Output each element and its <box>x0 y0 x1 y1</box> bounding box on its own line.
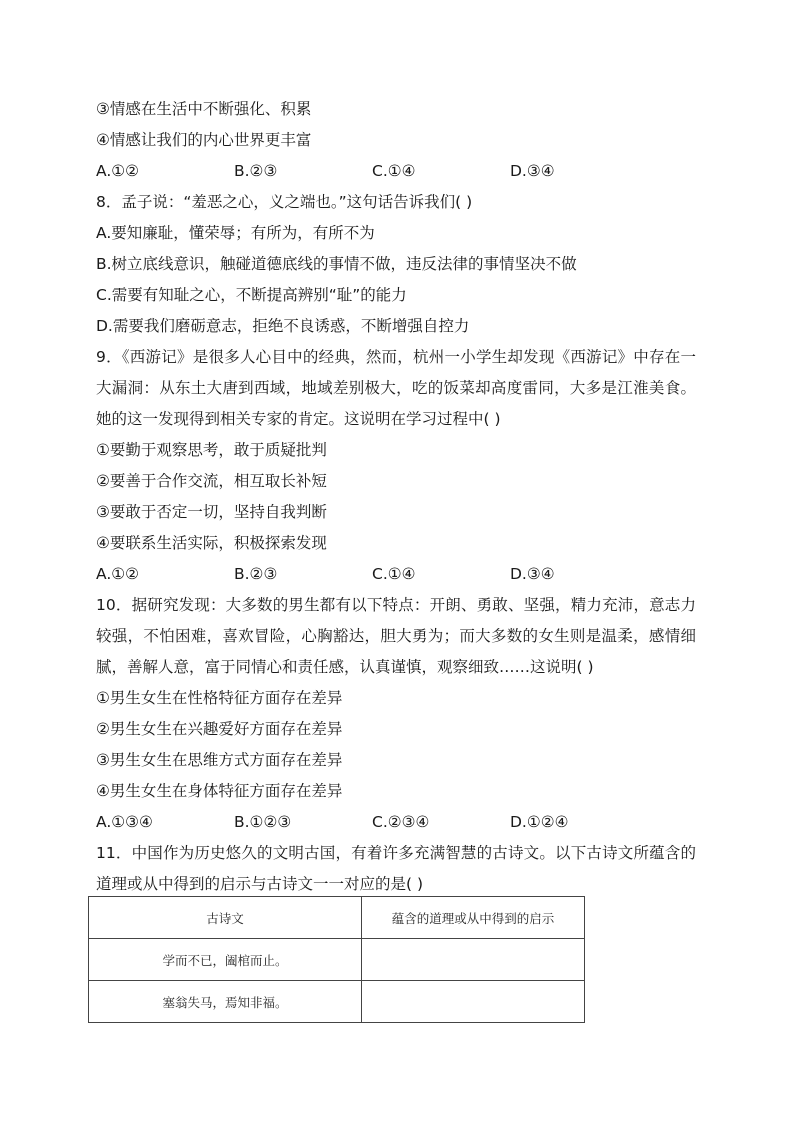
q10-item-2: ②男生女生在兴趣爱好方面存在差异 <box>96 720 343 738</box>
q7-choices <box>96 156 696 187</box>
q8-option-c: C.需要有知耻之心，不断提高辨别“耻”的能力 <box>96 286 407 304</box>
q11-table <box>88 896 585 1023</box>
q8-option-b: B.树立底线意识，触碰道德底线的事情不做，违反法律的事情坚决不做 <box>96 255 577 273</box>
choice-a: A.①② <box>96 565 140 583</box>
choice-b: B.②③ <box>234 565 278 583</box>
choice-d: D.③④ <box>510 565 555 583</box>
meaning-cell[interactable] <box>362 981 585 1023</box>
table-row <box>89 939 585 981</box>
q10-stem: 10．据研究发现：大多数的男生都有以下特点：开朗、勇敢、坚强，精力充沛，意志力较强，不怕困难，喜欢冒险，心胸豁达，胆大勇为；而大多数的女生则是温柔，感情细腻，善解人意，富于同情心和责任感，认真谨慎，观察细致……这说明( ) <box>96 596 696 676</box>
q10-item-4: ④男生女生在身体特征方面存在差异 <box>96 782 343 800</box>
table-header-row <box>89 897 585 939</box>
q8-stem: 8．孟子说：“羞恶之心，义之端也。”这句话告诉我们( ) <box>96 193 473 211</box>
table-row <box>89 981 585 1023</box>
q10-item-1: ①男生女生在性格特征方面存在差异 <box>96 689 343 707</box>
meaning-cell[interactable] <box>362 939 585 981</box>
poem-cell: 学而不已，阖棺而止。 <box>89 939 362 981</box>
choice-c: C.①④ <box>372 565 416 583</box>
q9-item-1: ①要勤于观察思考，敢于质疑批判 <box>96 441 327 459</box>
q9-item-4: ④要联系生活实际，积极探索发现 <box>96 534 327 552</box>
question-content <box>96 94 696 900</box>
choice-a: A.①② <box>96 162 140 180</box>
q10-choices <box>96 807 696 838</box>
choice-c: C.①④ <box>372 162 416 180</box>
q9-item-2: ②要善于合作交流，相互取长补短 <box>96 472 327 490</box>
q9-item-3: ③要敢于否定一切，坚持自我判断 <box>96 503 327 521</box>
header-meaning: 蕴含的道理或从中得到的启示 <box>362 897 585 939</box>
q11-stem: 11．中国作为历史悠久的文明古国，有着许多充满智慧的古诗文。以下古诗文所蕴含的道理或从中得到的启示与古诗文一一对应的是( ) <box>96 844 696 893</box>
q8-option-d: D.需要我们磨砺意志，拒绝不良诱惑，不断增强自控力 <box>96 317 470 335</box>
choice-b: B.②③ <box>234 162 278 180</box>
statement-4: ④情感让我们的内心世界更丰富 <box>96 131 312 149</box>
poem-cell: 塞翁失马，焉知非福。 <box>89 981 362 1023</box>
header-poem: 古诗文 <box>89 897 362 939</box>
statement-3: ③情感在生活中不断强化、积累 <box>96 100 312 118</box>
q9-stem: 9．《西游记》是很多人心目中的经典，然而，杭州一小学生却发现《西游记》中存在一大漏洞：从东土大唐到西域，地域差别极大，吃的饭菜却高度雷同，大多是江淮美食。她的这一发现得到相关专家的肯定。这说明在学习过程中( ) <box>96 348 696 428</box>
choice-d: D.③④ <box>510 162 555 180</box>
choice-a: A.①③④ <box>96 813 153 831</box>
q10-item-3: ③男生女生在思维方式方面存在差异 <box>96 751 343 769</box>
choice-c: C.②③④ <box>372 813 430 831</box>
q9-choices <box>96 559 696 590</box>
choice-b: B.①②③ <box>234 813 292 831</box>
choice-d: D.①②④ <box>510 813 569 831</box>
q11-table-area <box>88 896 585 1023</box>
q8-option-a: A.要知廉耻，懂荣辱；有所为，有所不为 <box>96 224 375 242</box>
